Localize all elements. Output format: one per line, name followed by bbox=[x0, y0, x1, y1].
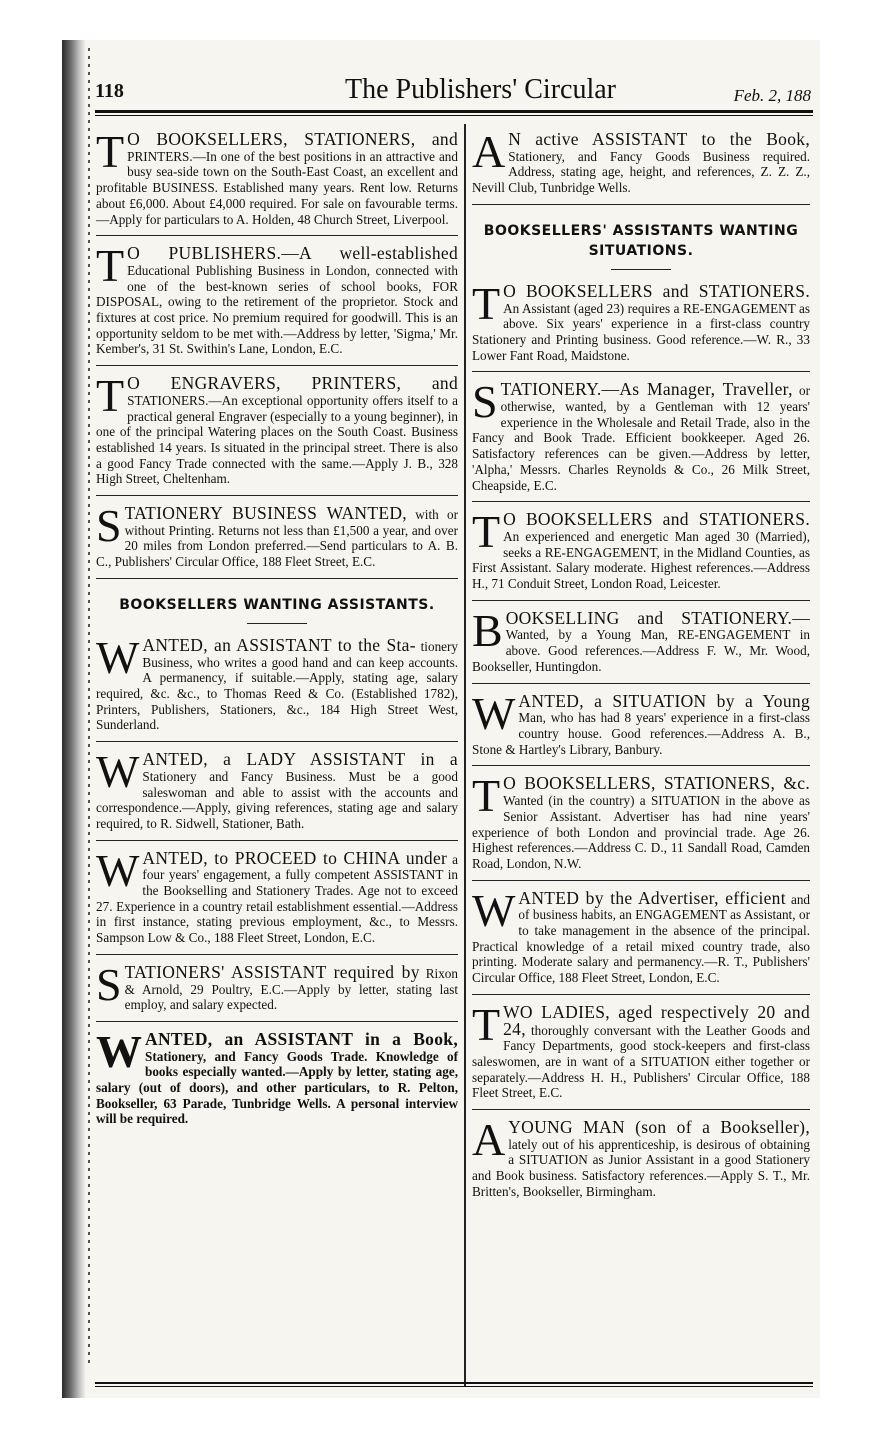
binding-stitch-marks bbox=[88, 48, 90, 1368]
classified-ad bbox=[96, 502, 458, 579]
classified-ad bbox=[472, 508, 810, 601]
ad-drop-initial: W bbox=[96, 1025, 142, 1077]
classified-ad bbox=[96, 372, 458, 496]
classified-ad bbox=[472, 1116, 810, 1208]
page-header bbox=[95, 72, 815, 112]
ad-body: with or without Printing. Returns not less than £1,500 a year, and over 20 miles from London preferred.—Send particulars to A. B. C., Publishers' Circular Office, 188 Fleet Street, E.C. bbox=[96, 507, 458, 570]
left-column bbox=[96, 128, 458, 1141]
classified-ad bbox=[96, 748, 458, 841]
ad-drop-initial: S bbox=[472, 376, 498, 428]
ad-body: a four years' engagement, a fully competent ASSISTANT in the Bookselling and Stationery Trades. Age not to exceed 27. Experience in a country retail establishment essential.—Address in first instance, stating previous employment, &c., to Messrs. Sampson Low & Co., 188 Fleet Street, London, E.C. bbox=[96, 851, 458, 946]
classified-ad bbox=[96, 958, 458, 1022]
classified-ad bbox=[472, 998, 810, 1110]
classified-ad bbox=[96, 1025, 458, 1135]
ad-body: Wanted, by a Young Man, RE-ENGAGEMENT in above. Good references.—Address F. W., Mr. Wood, Bookseller, Huntingdon. bbox=[472, 627, 810, 674]
ad-drop-initial: A bbox=[472, 1114, 506, 1166]
ad-body: Stationery, and Fancy Goods Business required. Address, stating age, height, and references, Z. Z. Z., Nevill Club, Tunbridge Wells. bbox=[472, 148, 810, 196]
ad-heading: TATIONERY BUSINESS WANTED, bbox=[124, 503, 407, 524]
ad-heading: O BOOKSELLERS, STATIONERS, &c. bbox=[503, 773, 810, 794]
ad-drop-initial: T bbox=[472, 506, 501, 558]
classified-ad bbox=[96, 242, 458, 366]
ad-drop-initial: S bbox=[96, 958, 122, 1010]
ad-heading: TATIONERS' ASSISTANT required by bbox=[124, 961, 420, 982]
ad-heading: N active ASSISTANT to the Book, bbox=[508, 129, 810, 149]
ad-drop-initial: T bbox=[472, 770, 501, 822]
header-rule-thin bbox=[95, 115, 813, 116]
ad-drop-initial: W bbox=[96, 631, 140, 683]
classified-ad bbox=[96, 631, 458, 742]
ad-heading: ANTED, an ASSISTANT to the Sta- bbox=[142, 634, 416, 655]
ad-drop-initial: T bbox=[96, 126, 125, 177]
book-spine-shadow bbox=[62, 40, 86, 1398]
ad-heading: O BOOKSELLERS and STATIONERS. bbox=[503, 280, 810, 301]
ad-heading: WO LADIES, aged respectively 20 and 24, bbox=[503, 1001, 810, 1039]
section-heading: BOOKSELLERS' ASSISTANTS WANTING SITUATIONS. bbox=[472, 211, 810, 280]
classified-ad bbox=[472, 277, 810, 373]
right-column bbox=[472, 128, 810, 1214]
ad-body: tionery Business, who writes a good hand and can keep accounts. A permanency, if suitable.—Apply, stating age, salary required, &c. &c., to Thomas Reed & Co. (Established 1782), Printers, Publishers, Stationers, &c., 184 High Street West, Sunderland. bbox=[96, 638, 458, 733]
ad-heading: ANTED, a SITUATION by a Young bbox=[518, 690, 810, 711]
header-rule-thick bbox=[95, 110, 813, 113]
ad-drop-initial: S bbox=[96, 500, 122, 552]
classified-ad bbox=[472, 884, 811, 995]
page-number: 118 bbox=[95, 80, 124, 102]
ad-drop-initial: W bbox=[472, 884, 516, 936]
ad-heading: O ENGRAVERS, PRINTERS, and bbox=[127, 373, 458, 394]
ad-drop-initial: W bbox=[472, 687, 516, 739]
ad-heading: ANTED, a LADY ASSISTANT in a bbox=[142, 749, 458, 770]
classified-ad bbox=[96, 128, 458, 236]
footer-rule-thin bbox=[95, 1386, 813, 1387]
ad-drop-initial: B bbox=[472, 604, 503, 656]
classified-ad bbox=[472, 604, 810, 684]
ad-drop-initial: W bbox=[96, 746, 140, 798]
ad-body: Educational Publishing Business in London, connected with one of the best-known series of school books, FOR DISPOSAL, owing to the retirement of the proprietor. Stock and fixtures at cost price. No premium required for goodwill. This is an opportunity seldom to be met with.—Address by letter, 'Sigma,' Mr. Kember's, 31 St. Swithin's Lane, London, E.C. bbox=[96, 262, 458, 357]
classified-ad bbox=[472, 772, 810, 880]
ad-body: STATIONERS.—An exceptional opportunity offers itself to a practical general Engraver (especially to a young beginner), in one of the principal Watering places on the South Coast. Business established 14 years. Is situated in the principal street. There is also a good Fancy Trade connected with the same.—Apply J. B., 328 High Street, Cheltenham. bbox=[96, 392, 458, 487]
ad-heading: YOUNG MAN (son of a Bookseller), bbox=[508, 1117, 810, 1138]
journal-title: The Publishers' Circular bbox=[345, 74, 616, 105]
classified-ad bbox=[472, 378, 810, 502]
ad-drop-initial: A bbox=[472, 126, 506, 177]
ad-body: thoroughly conversant with the Leather Goods and Fancy Departments, good stock-keepers and first-class saleswomen, are in want of a SITUATION either together or separately.—Address H. H., Publishers' Circular Office, 188 Fleet Street, E.C. bbox=[472, 1022, 810, 1101]
ad-body: An experienced and energetic Man aged 30 (Married), seeks a RE-ENGAGEMENT, in the Midland Counties, as First Assistant. Salary moderate. Highest references.—Address H., 71 Conduit Street, London Road, Leicester. bbox=[472, 528, 810, 592]
ad-heading: ANTED, to PROCEED to CHINA under bbox=[142, 847, 448, 868]
ad-heading: TATIONERY.—As Manager, Traveller, bbox=[500, 379, 793, 400]
ad-body: Stationery and Fancy Business. Must be a good saleswoman and able to assist with the accounts and correspondence.—Apply, giving references, stating age and salary required, to R. Sidwell, Stationer, Bath. bbox=[96, 768, 458, 831]
issue-date: Feb. 2, 188 bbox=[733, 86, 811, 105]
ad-body: Stationery, and Fancy Goods Trade. Knowledge of books especially wanted.—Apply by letter, stating age, salary (out of doors), and other particulars, to R. Pelton, Bookseller, 63 Parade, Tunbridge Wells. A personal interview will be required. bbox=[96, 1048, 458, 1127]
ad-body: PRINTERS.—In one of the best positions in an attractive and busy sea-side town on the South-East Coast, an excellent and profitable BUSINESS. Established many years. Rent low. Returns about £6,000. About £4,000 required. For sale on favourable terms.—Apply for particulars to A. Holden, 48 Church Street, Liverpool. bbox=[96, 148, 458, 227]
section-heading: BOOKSELLERS WANTING ASSISTANTS. bbox=[96, 585, 458, 634]
ad-body: lately out of his apprenticeship, is desirous of obtaining a SITUATION as Junior Assistant in a good Stationery and Book business. Satisfactory references.—Apply S. T., Mr. Britten's, Bookseller, Birmingham. bbox=[472, 1136, 810, 1199]
ad-body: Man, who has had 8 years' experience in a first-class country house. Good references.—Address A. B., Stone & Hartley's Library, Banbury. bbox=[472, 710, 810, 757]
ad-body: Wanted (in the country) a SITUATION in the above as Senior Assistant. Advertiser has had nine years' experience of both London and provincial trade. Age 26. Highest references.—Address C. D., 11 Sandall Road, Camden Road, London, N.W. bbox=[472, 793, 810, 871]
ad-heading: O PUBLISHERS.—A well-established bbox=[127, 243, 458, 264]
classified-ad bbox=[472, 128, 810, 205]
footer-rule-thick bbox=[95, 1382, 813, 1384]
ad-heading: ANTED by the Advertiser, efficient bbox=[518, 887, 786, 908]
ad-heading: O BOOKSELLERS, STATIONERS, and bbox=[127, 129, 458, 149]
ad-drop-initial: W bbox=[96, 844, 140, 896]
ad-body: or otherwise, wanted, by a Gentleman with 12 years' experience in the Wholesale and Retail Trade, also in the Fancy and Book Trade. Efficient bookkeeper. Aged 26. Satisfactory references can be given.—Address by letter, 'Alpha,' Messrs. Charles Reynolds & Co., 26 Milk Street, Cheapside, E.C. bbox=[472, 383, 810, 493]
ad-drop-initial: T bbox=[472, 998, 501, 1050]
ad-body: An Assistant (aged 23) requires a RE-ENGAGEMENT as above. Six years' experience in a first-class country Stationery and Printing business. Good reference.—W. R., 33 Lower Fant Road, Maidstone. bbox=[472, 300, 810, 363]
ad-body: and of business habits, an ENGAGEMENT as Assistant, or to take management in the absence of the principal. Practical knowledge of a retail mixed country trade, also printing. Moderate salary and permanency.—R. T., Publishers' Circular Office, 188 Fleet Street, London, E.C. bbox=[472, 891, 811, 986]
classified-ad bbox=[96, 844, 458, 955]
ad-heading: OOKSELLING and STATIONERY.— bbox=[505, 607, 810, 628]
ad-heading: ANTED, an ASSISTANT in a Book, bbox=[145, 1028, 458, 1049]
ad-heading: O BOOKSELLERS and STATIONERS. bbox=[503, 509, 810, 530]
classified-ad bbox=[472, 687, 810, 767]
ad-drop-initial: T bbox=[472, 277, 501, 329]
ad-drop-initial: T bbox=[96, 240, 125, 292]
column-divider bbox=[464, 124, 466, 1386]
ad-body: Rixon & Arnold, 29 Poultry, E.C.—Apply by letter, stating last employ, and salary expected. bbox=[124, 965, 458, 1013]
ad-drop-initial: T bbox=[96, 370, 125, 422]
